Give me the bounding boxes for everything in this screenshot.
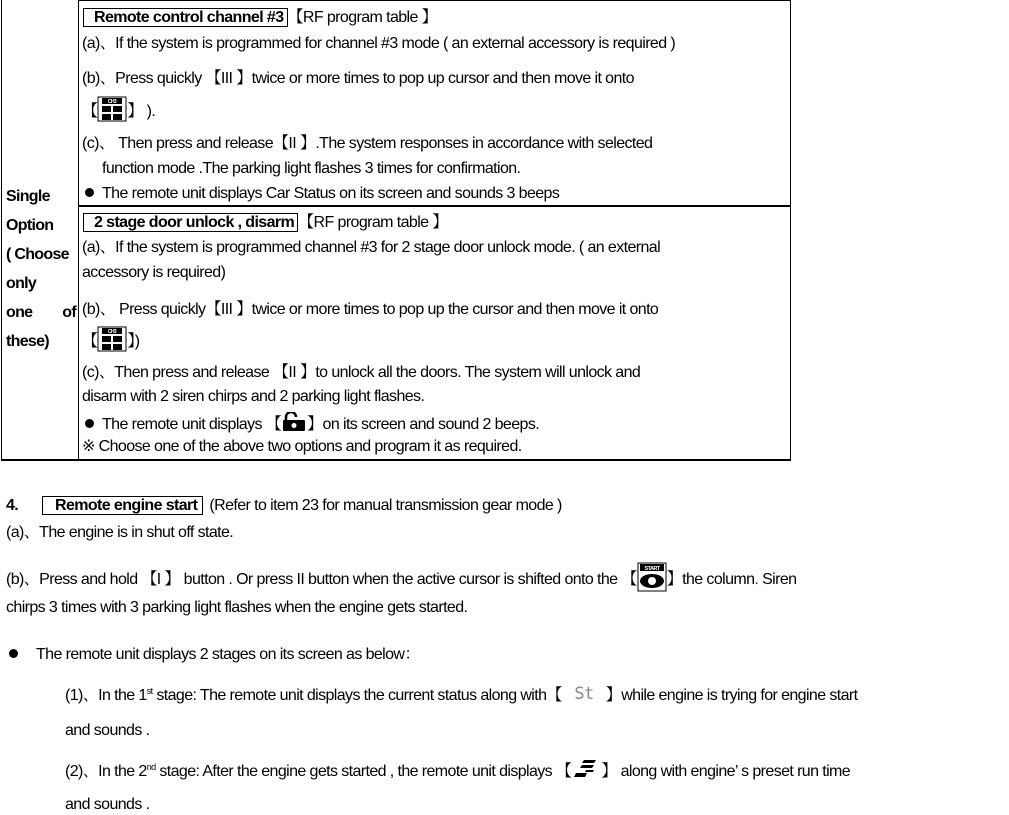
table-border-right — [790, 0, 791, 461]
ch3-icon — [97, 326, 127, 358]
svg-text:CH3: CH3 — [108, 99, 117, 105]
opt1-b1: (b)、Press quickly 【III 】twice or more times to pop up cursor and then move it onto — [82, 70, 634, 87]
svg-text:St: St — [574, 684, 594, 702]
section4-heading: 4. Remote engine start (Refer to item 23 for manual transmission gear mode ) — [6, 497, 562, 514]
option-label: Single Option ( Choose only one of these) — [6, 188, 76, 350]
opt2-title-line: 2 stage door unlock , disarm 【RF program table 】 — [83, 213, 448, 233]
section-title: Remote engine start — [42, 496, 203, 515]
svg-text:START: START — [644, 566, 660, 572]
bullet-icon — [85, 188, 94, 197]
opt2-c1: (c)、Then press and release 【II 】to unlock all the doors. The system will unlock and — [82, 364, 641, 381]
opt2-bullet: The remote unit displays 【 】on its screen and sound 2 beeps. — [82, 412, 539, 438]
opt2-a2: accessory is required) — [82, 264, 226, 281]
opt1-title-line: Remote control channel #3 【RF program table 】 — [83, 8, 437, 28]
opt1-bullet: The remote unit displays Car Status on its screen and sounds 3 beeps — [82, 184, 559, 204]
stage2-line: (2)、In the 2nd stage: After the engine gets started , the remote unit displays 【 】 along with engine’ s preset run time — [65, 759, 850, 785]
table-row-divider — [78, 205, 791, 207]
unlock-icon — [281, 412, 307, 438]
stage1-line: (1)、In the 1st stage: The remote unit displays the current status along with【 St 】while engine is trying for engine start — [65, 684, 858, 708]
opt2-b1: (b)、 Press quickly【III 】twice or more times to pop up the cursor and then move it onto — [82, 301, 659, 318]
opt2-b2: 【 CH3 】) — [82, 326, 140, 358]
opt2-title: 2 stage door unlock , disarm — [83, 213, 298, 232]
stage2-end: and sounds . — [65, 796, 150, 813]
opt1-title: Remote control channel #3 — [83, 8, 288, 27]
engine-running-icon — [574, 759, 598, 785]
table-border-mid — [78, 0, 79, 461]
st-segment-icon — [566, 684, 602, 708]
opt2-a1: (a)、If the system is programmed channel #3 for 2 stage door unlock mode. ( an external — [82, 239, 661, 256]
opt1-b2: 【 CH3 】 ). — [82, 96, 155, 128]
table-border-left — [1, 0, 2, 461]
svg-text:CH3: CH3 — [108, 329, 117, 335]
table-border-top — [78, 0, 791, 1]
section4-b2: chirps 3 times with 3 parking light flashes when the engine gets started. — [6, 599, 468, 616]
ch3-icon — [97, 96, 127, 128]
table-border-bottom — [1, 459, 791, 461]
bullet-icon — [9, 649, 18, 658]
opt2-c2: disarm with 2 siren chirps and 2 parking light flashes. — [82, 388, 425, 405]
opt1-c2: function mode .The parking light flashes 3 times for confirmation. — [102, 160, 521, 177]
section-number: 4. — [6, 497, 19, 514]
section4-bullet: The remote unit displays 2 stages on its screen as below： — [6, 645, 420, 665]
stage1-end: and sounds . — [65, 722, 150, 739]
opt2-note: ※ Choose one of the above two options and program it as required. — [82, 438, 522, 455]
opt1-c1: (c)、 Then press and release【II 】.The system responses in accordance with selected — [82, 135, 653, 152]
section4-b1: (b)、Press and hold 【I 】 button . Or press II button when the active cursor is shifted onto the 【 START 】the column. Siren — [6, 562, 796, 598]
bullet-icon — [85, 419, 94, 428]
section4-a: (a)、The engine is in shut off state. — [6, 524, 234, 541]
opt1-a: (a)、If the system is programmed for channel #3 mode ( an external accessory is required ) — [82, 35, 676, 52]
start-icon — [637, 562, 667, 598]
